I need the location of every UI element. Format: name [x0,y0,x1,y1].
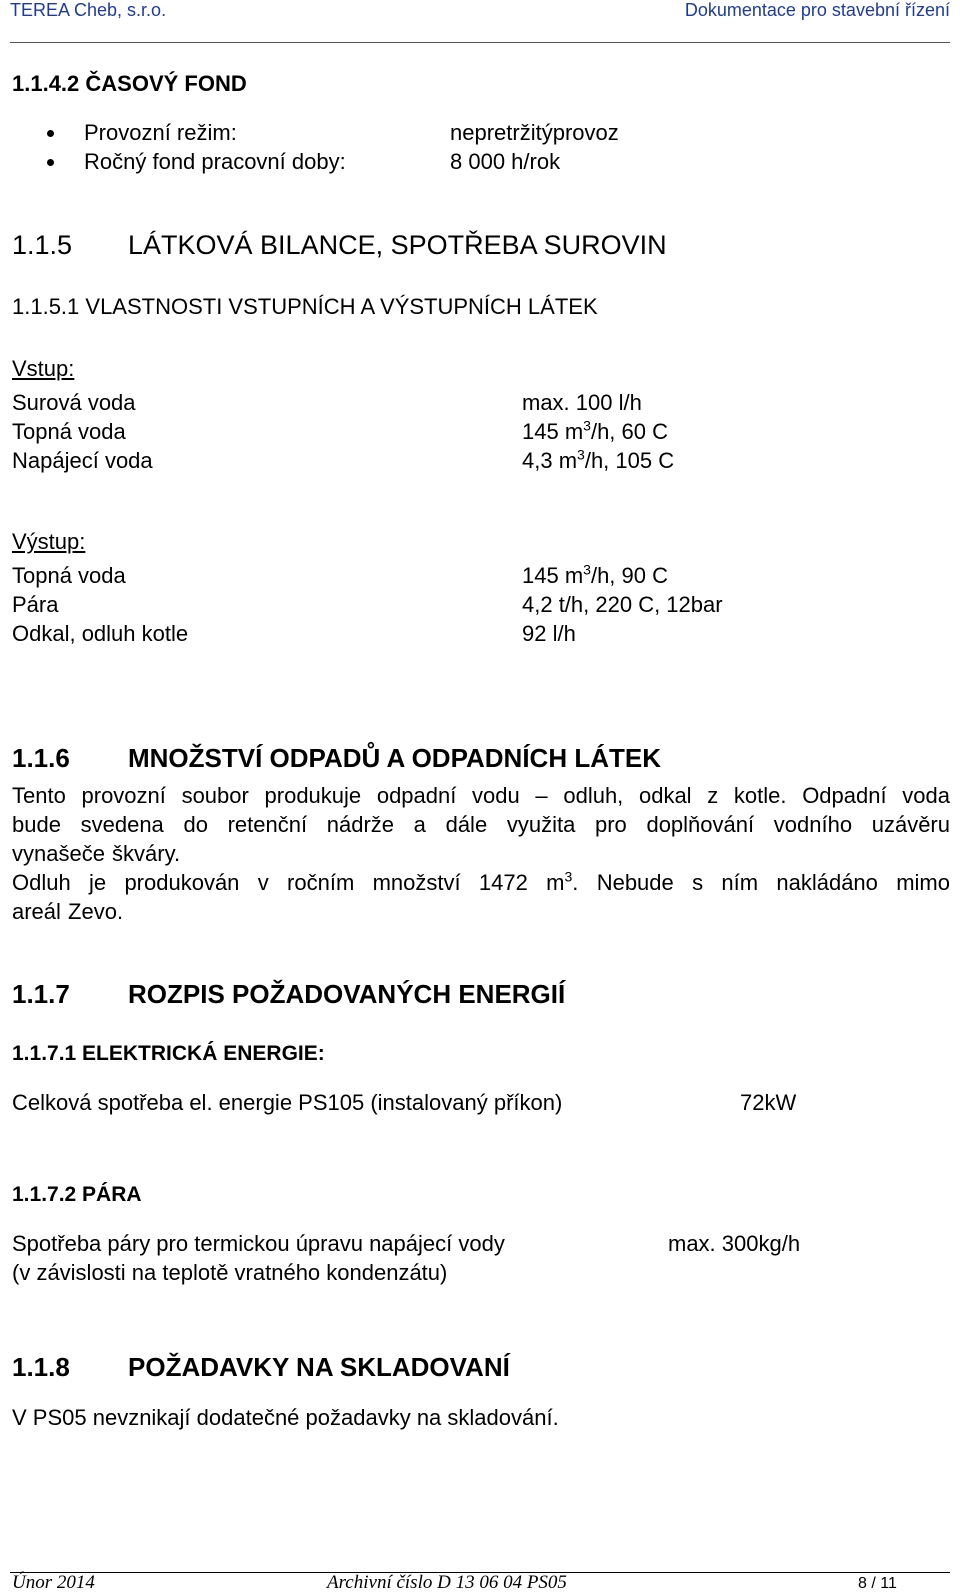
section-117-number: 1.1.7 [12,979,70,1009]
output-name: Odkal, odluh kotle [12,621,189,646]
section-115-number: 1.1.5 [12,230,73,260]
footer-date: Únor 2014 [12,1572,95,1593]
section-1151-heading: 1.1.5.1 VLASTNOSTI VSTUPNÍCH A VÝSTUPNÍCH LÁTEK [12,294,598,319]
electricity-label: Celková spotřeba el. energie PS105 (instalovaný příkon) [12,1090,563,1115]
waste-paragraph-line: areál Zevo. [12,899,124,924]
header-doc-type: Dokumentace pro stavební řízení [684,0,950,20]
schedule-label: Ročný fond pracovní doby: [84,149,346,174]
input-value: 145 $m^3/h$, 60 C [522,417,668,444]
section-118-title: POŽADAVKY NA SKLADOVANÍ [128,1352,510,1382]
schedule-value: nepretržitýprovoz [450,120,619,145]
section-117-title: ROZPIS POŽADOVANÝCH ENERGIÍ [128,979,566,1009]
waste-paragraph-line: Odluh je produkován v ročním množství 1472 $m^3$. Nebude s ním nakládáno mimo [12,868,950,895]
input-value: 4,3 $m^3/h$, 105 C [522,446,675,473]
steam-note: (v závislosti na teplotě vratného kondenzátu) [12,1260,448,1285]
schedule-label: Provozní režim: [84,120,237,145]
output-name: Topná voda [12,563,126,588]
waste-paragraph-line: vynašeče škváry. [12,841,181,866]
input-name: Surová voda [12,390,136,415]
electricity-value: 72kW [740,1090,797,1115]
section-116-number: 1.1.6 [12,743,70,773]
output-name: Pára [12,592,59,617]
input-name: Napájecí voda [12,448,153,473]
section-1142-heading: 1.1.4.2 ČASOVÝ FOND [12,71,247,96]
output-value: 145 $m^3/h$, 90 C [522,561,668,588]
output-value: 92 l/h [522,621,576,646]
input-name: Topná voda [12,419,126,444]
footer-page-number: 8 / 11 [858,1575,897,1592]
waste-paragraph [12,781,950,926]
header-company: TEREA Cheb, s.r.o. [10,0,167,20]
section-1171-heading: 1.1.7.1 ELEKTRICKÁ ENERGIE: [12,1042,325,1065]
section-118-number: 1.1.8 [12,1352,70,1382]
bullet-icon [47,130,54,137]
schedule-value: 8 000 h/rok [450,149,561,174]
section-115-title: LÁTKOVÁ BILANCE, SPOTŘEBA SUROVIN [128,230,667,260]
storage-text: V PS05 nevznikají dodatečné požadavky na skladování. [12,1405,559,1430]
input-label: Vstup: [12,356,75,381]
section-1172-heading: 1.1.7.2 PÁRA [12,1183,142,1206]
output-label: Výstup: [12,529,86,554]
input-value: max. 100 l/h [522,390,642,415]
output-value: 4,2 t/h, 220 C, 12bar [522,592,723,617]
bullet-icon [47,159,54,166]
steam-value: max. 300kg/h [668,1231,801,1256]
section-116-title: MNOŽSTVÍ ODPADŮ A ODPADNÍCH LÁTEK [128,743,661,773]
waste-paragraph-line: Tento provozní soubor produkuje odpadní vodu – odluh, odkal z kotle. Odpadní voda [12,783,950,808]
header-divider [10,42,950,43]
footer-archive-number: Archivní číslo D 13 06 04 PS05 [327,1572,567,1593]
steam-label: Spotřeba páry pro termickou úpravu napájecí vody [12,1231,505,1256]
waste-paragraph-line: bude svedena do retenční nádrže a dále využita pro doplňování vodního uzávěru [12,812,950,837]
